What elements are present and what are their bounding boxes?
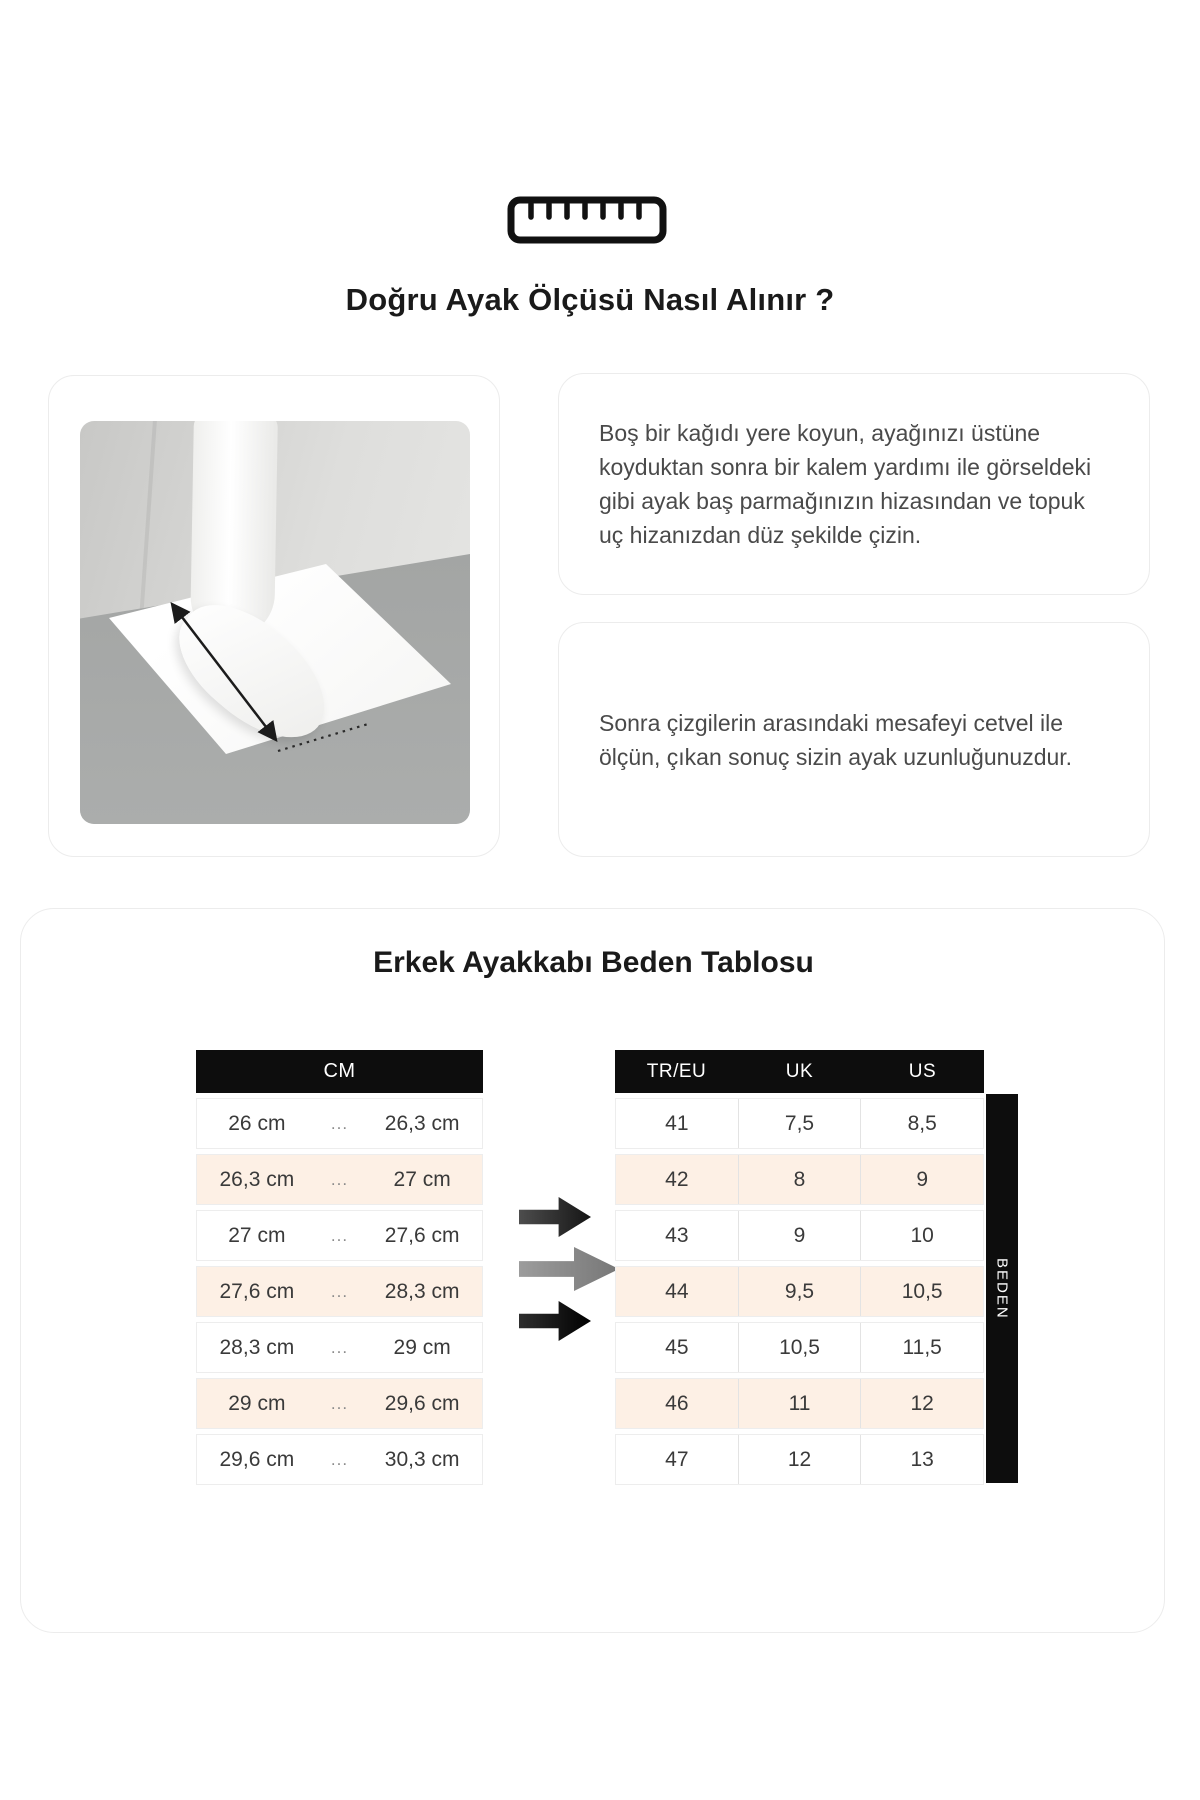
cm-value-to: 29,6 cm — [384, 1391, 460, 1415]
size-value-treu: 47 — [665, 1447, 689, 1471]
cm-range-row — [196, 1434, 483, 1485]
measure-title: Doğru Ayak Ölçüsü Nasıl Alınır ? — [345, 282, 835, 317]
size-value-uk: 9,5 — [738, 1267, 861, 1316]
instruction-card-2 — [558, 622, 1150, 857]
measurement-arrow-icon — [80, 421, 470, 824]
size-value-treu: 41 — [665, 1111, 689, 1135]
cm-value-to: 27 cm — [393, 1167, 451, 1191]
cm-value-from: 27,6 cm — [219, 1279, 295, 1303]
cm-value-to: 27,6 cm — [384, 1223, 460, 1247]
column-header-treu: TR/EU — [646, 1060, 707, 1082]
cm-range-row — [196, 1322, 483, 1373]
cm-table-header: CM — [196, 1050, 483, 1093]
arrow-right-icon — [519, 1301, 591, 1341]
cm-range-row — [196, 1210, 483, 1261]
range-separator: ... — [330, 1337, 349, 1357]
size-value-uk: 9 — [738, 1211, 861, 1260]
size-value-us: 9 — [860, 1155, 983, 1204]
size-conversion-row — [615, 1266, 984, 1317]
cm-value-from: 28,3 cm — [219, 1335, 295, 1359]
column-header-uk: UK — [785, 1060, 814, 1082]
size-table-title: Erkek Ayakkabı Beden Tablosu — [373, 946, 814, 979]
cm-value-from: 26 cm — [228, 1111, 286, 1135]
size-value-treu: 44 — [665, 1279, 689, 1303]
cm-value-from: 26,3 cm — [219, 1167, 295, 1191]
size-value-treu: 42 — [665, 1167, 689, 1191]
cm-range-row — [196, 1098, 483, 1149]
range-separator: ... — [330, 1449, 349, 1469]
cm-range-row — [196, 1266, 483, 1317]
size-value-us: 10,5 — [860, 1267, 983, 1316]
size-value-us: 11,5 — [860, 1323, 983, 1372]
size-conversion-row — [615, 1434, 984, 1485]
cm-range-table — [196, 1050, 483, 1490]
cm-value-to: 30,3 cm — [384, 1447, 460, 1471]
range-separator: ... — [330, 1281, 349, 1301]
cm-range-row — [196, 1378, 483, 1429]
instruction-card-1 — [558, 373, 1150, 595]
size-conversion-row — [615, 1154, 984, 1205]
beden-side-label: BEDEN — [986, 1094, 1018, 1483]
arrow-right-icon — [519, 1197, 591, 1237]
size-conversion-row — [615, 1378, 984, 1429]
size-conversion-table — [615, 1050, 984, 1490]
foot-photo-card — [48, 375, 500, 857]
cm-table-rows — [196, 1098, 483, 1485]
size-value-uk: 7,5 — [738, 1099, 861, 1148]
cm-value-to: 29 cm — [393, 1335, 451, 1359]
size-value-uk: 12 — [738, 1435, 861, 1484]
size-value-uk: 8 — [738, 1155, 861, 1204]
column-header-us: US — [908, 1060, 937, 1082]
size-value-us: 13 — [860, 1435, 983, 1484]
size-value-treu: 46 — [665, 1391, 689, 1415]
cm-value-from: 27 cm — [228, 1223, 286, 1247]
size-value-us: 10 — [860, 1211, 983, 1260]
cm-value-from: 29 cm — [228, 1391, 286, 1415]
conversion-table-header — [615, 1050, 984, 1093]
arrow-right-icon — [519, 1247, 619, 1291]
size-value-us: 8,5 — [860, 1099, 983, 1148]
size-value-treu: 45 — [665, 1335, 689, 1359]
size-value-uk: 10,5 — [738, 1323, 861, 1372]
size-conversion-row — [615, 1210, 984, 1261]
cm-value-to: 26,3 cm — [384, 1111, 460, 1135]
foot-measure-photo — [80, 421, 470, 824]
ruler-icon — [507, 196, 667, 244]
instruction-text-1: Boş bir kağıdı yere koyun, ayağınızı üstüne koyduktan sonra bir kalem yardımı ile görseldeki gibi ayak baş parmağınızın hizasından ve topuk uç hizanızdan düz şekilde çizin. — [599, 420, 1092, 548]
cm-value-to: 28,3 cm — [384, 1279, 460, 1303]
instruction-text-2: Sonra çizgilerin arasındaki mesafeyi cetvel ile ölçün, çıkan sonuç sizin ayak uzunluğunuzdur. — [599, 709, 1073, 770]
range-separator: ... — [330, 1393, 349, 1413]
cm-value-from: 29,6 cm — [219, 1447, 295, 1471]
size-conversion-row — [615, 1098, 984, 1149]
size-value-uk: 11 — [738, 1379, 861, 1428]
conversion-table-rows — [615, 1098, 984, 1485]
size-value-treu: 43 — [665, 1223, 689, 1247]
size-conversion-row — [615, 1322, 984, 1373]
cm-range-row — [196, 1154, 483, 1205]
range-separator: ... — [330, 1225, 349, 1245]
range-separator: ... — [330, 1113, 349, 1133]
size-value-us: 12 — [860, 1379, 983, 1428]
range-separator: ... — [330, 1169, 349, 1189]
size-table-card — [20, 908, 1165, 1633]
